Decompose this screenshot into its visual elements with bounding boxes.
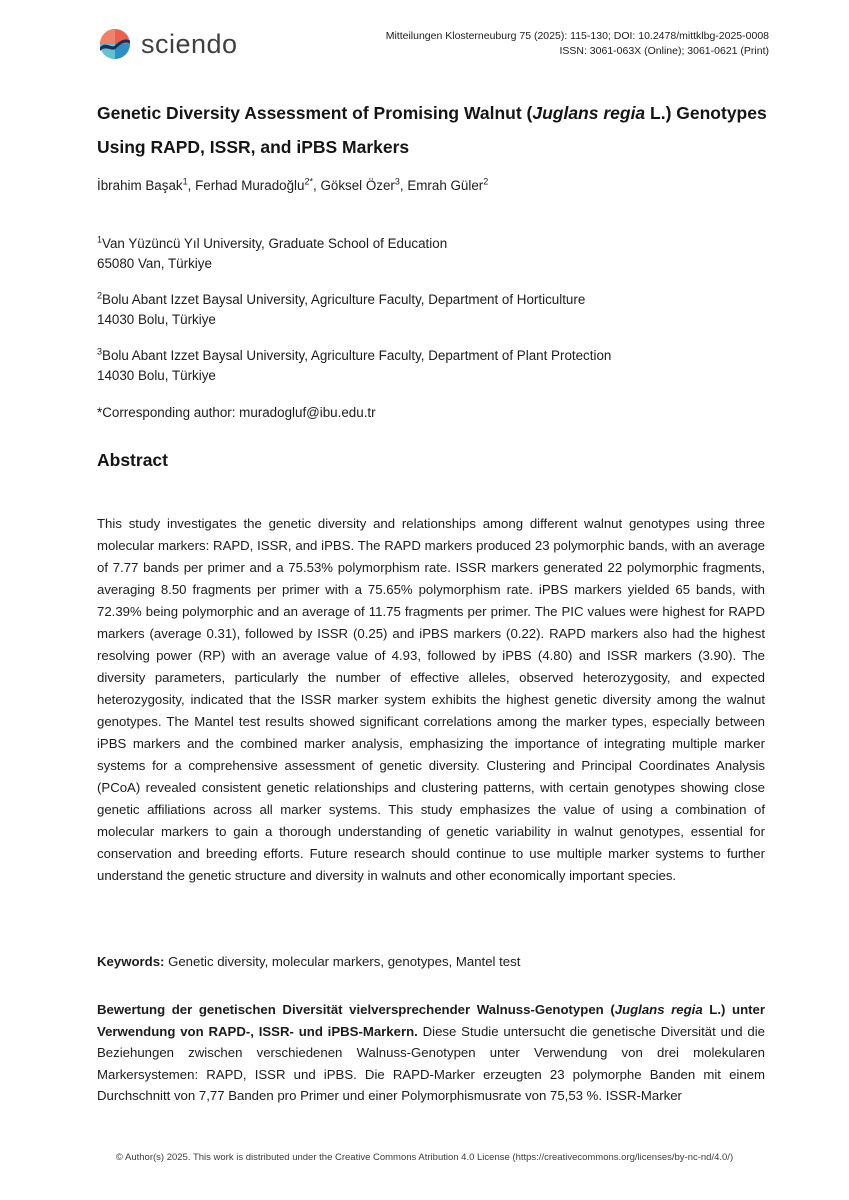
author-affiliation-superscript: 1	[182, 176, 188, 187]
author-name: İbrahim Başak	[97, 178, 183, 193]
affiliation-address: 14030 Bolu, Türkiye	[97, 368, 216, 383]
author-separator: ,	[313, 178, 321, 193]
affiliation-superscript: 2	[97, 290, 103, 301]
license-footer: © Author(s) 2025. This work is distributed under the Creative Commons Atribution 4.0 License (https://creativecommons.org/licenses/by-nc-nd/4.0/)	[115, 1152, 734, 1163]
affiliation-address: 14030 Bolu, Türkiye	[97, 312, 216, 327]
affiliation-address: 65080 Van, Türkiye	[97, 256, 212, 271]
title-species-name: Juglans regia	[532, 103, 646, 123]
author-affiliation-superscript: 2	[483, 176, 489, 187]
keywords-label: Keywords:	[97, 954, 165, 969]
affiliation-institution: Bolu Abant Izzet Baysal University, Agriculture Faculty, Department of Horticulture	[102, 292, 586, 307]
sciendo-wordmark: sciendo	[141, 29, 238, 59]
author-name: Emrah Güler	[407, 178, 484, 193]
authors-line	[97, 176, 769, 196]
author-name: Ferhad Muradoğlu	[195, 178, 305, 193]
article-title	[97, 96, 769, 164]
german-abstract	[97, 999, 765, 1107]
keywords-list: Genetic diversity, molecular markers, genotypes, Mantel test	[164, 954, 521, 969]
german-title-species-name: Juglans regia	[614, 1002, 703, 1017]
author-affiliation-superscript: 2*	[304, 176, 313, 187]
journal-citation: Mitteilungen Klosterneuburg 75 (2025): 115-130; DOI: 10.2478/mittklbg-2025-0008	[385, 30, 769, 42]
affiliation	[97, 290, 769, 330]
affiliation-institution: Van Yüzüncü Yıl University, Graduate School of Education	[102, 236, 448, 251]
corresponding-author: *Corresponding author: muradogluf@ibu.edu.tr	[97, 405, 376, 420]
title-text-end: L.) Genotypes Using RAPD, ISSR, and iPBS Markers	[97, 103, 767, 157]
journal-info	[386, 26, 769, 59]
affiliation-superscript: 3	[97, 346, 103, 357]
abstract-body: This study investigates the genetic diversity and relationships among different walnut genotypes using three molecular markers: RAPD, ISSR, and iPBS. The RAPD markers produced 23 polymorphic bands, with an average of 7.77 bands per primer and a 75.53% polymorphism rate. ISSR markers generated 22 polymorphic fragments, averaging 8.50 fragments per primer with a 75.65% polymorphism rate. iPBS markers yielded 65 bands, with 72.39% being polymorphic and an average of 11.75 fragments per primer. The PIC values were highest for RAPD markers (average 0.31), followed by ISSR (0.25) and iPBS markers (0.22). RAPD markers also had the highest resolving power (RP) with an average value of 4.93, followed by iPBS (4.80) and ISSR markers (3.90). The diversity parameters, particularly the number of effective alleles, observed heterozygosity, and expected heterozygosity, indicated that the ISSR marker system exhibits the highest genetic diversity among the walnut genotypes. The Mantel test results showed significant correlations among the marker types, especially between iPBS markers and the combined marker analysis, emphasizing the importance of integrating multiple marker systems for a comprehensive assessment of genetic diversity. Clustering and Principal Coordinates Analysis (PCoA) revealed consistent genetic relationships and clustering patterns, with certain genotypes showing close genetic affiliations across all marker systems. This study emphasizes the value of using a combination of molecular markers to gain a thorough understanding of genetic variability in walnut genotypes, essential for conservation and breeding efforts. Future research should continue to use multiple marker systems to further understand the genetic structure and diversity in walnuts and other economically important species.	[97, 516, 765, 883]
sciendo-logo-icon	[97, 26, 133, 62]
title-text: Genetic Diversity Assessment of Promising Walnut (	[97, 103, 533, 123]
keywords-line	[97, 951, 765, 973]
affiliation	[97, 234, 769, 274]
affiliation	[97, 346, 769, 386]
german-title: Bewertung der genetischen Diversität vielversprechender Walnuss-Genotypen (	[97, 1002, 615, 1017]
affiliation-institution: Bolu Abant Izzet Baysal University, Agriculture Faculty, Department of Plant Protection	[102, 348, 612, 363]
author-affiliation-superscript: 3	[394, 176, 400, 187]
affiliations-section	[97, 234, 769, 402]
sciendo-logo	[97, 26, 238, 62]
german-title-end: L.) unter Verwendung von RAPD-, ISSR- und iPBS-Markern.	[97, 1002, 765, 1039]
author-name: Göksel Özer	[320, 178, 395, 193]
page-header	[97, 26, 769, 62]
abstract-heading: Abstract	[97, 450, 168, 470]
german-abstract-text: Diese Studie untersucht die genetische Diversität und die Beziehungen zwischen verschiedenen Walnuss-Genotypen unter Verwendung von drei molekularen Markersystemen: RAPD, ISSR und iPBS. Die RAPD-Marker erzeugten 23 polymorphe Banden mit einem Durchschnitt von 7,77 Banden pro Primer und einer Polymorphismusrate von 75,53 %. ISSR-Marker	[97, 1023, 765, 1103]
author-separator: ,	[187, 178, 196, 193]
author-separator: ,	[399, 178, 408, 193]
affiliation-superscript: 1	[97, 234, 103, 245]
journal-issn: ISSN: 3061-063X (Online); 3061-0621 (Print)	[559, 45, 769, 57]
